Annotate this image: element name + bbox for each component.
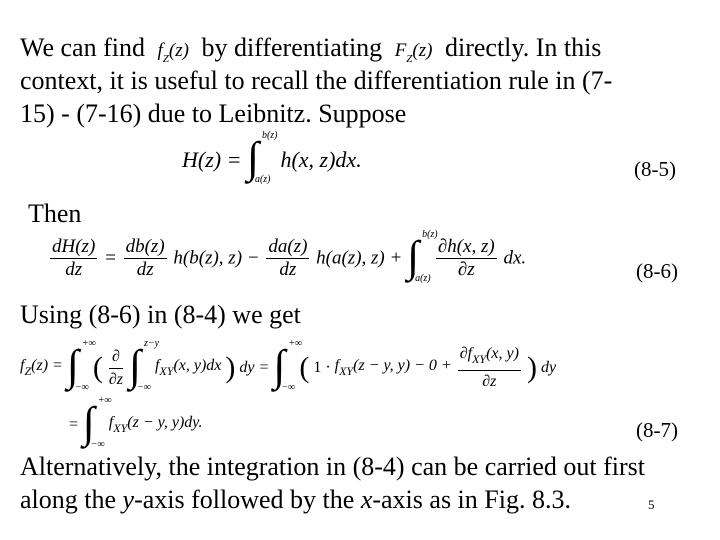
fraction-dH-dz: $\frac{dH(z)}{dz}$ bbox=[52, 236, 96, 280]
equation-8-6: $\frac{dH(z)}{dz}$ = $\frac{db(z)}{dz}$ h(b(z), z) − $\frac{da(z)}{dz}$ h(a(z), z) + ∫ b(z) a(z) $\frac{\partial h(x, z)}{\partial z}$ dx. bbox=[52, 228, 527, 284]
page-number: 5 bbox=[648, 497, 655, 512]
intro-text-a: We can find bbox=[20, 33, 145, 62]
integral-sign: ∫ +∞ −∞ bbox=[82, 395, 112, 450]
closing-line-2: along the y-axis followed by the x-axis as in Fig. 8.3. bbox=[20, 485, 571, 514]
fraction-da-dz: $\frac{da(z)}{dz}$ bbox=[268, 236, 308, 280]
equation-8-7-line-1: $f_Z(z)$ = ∫ +∞ −∞ ( $\frac{\partial}{\partial z}$ ∫ z−y −∞ $f_{XY}(x$, y)dx ) dy = ∫ +∞ −∞ ( $1 \cdot f_{XY}(z - y$, y) − 0 + $\frac{\partial f_{XY}(x, y)}{\partial z}$ ) dy bbox=[20, 338, 557, 393]
integral-sign: ∫ b(z) a(z) bbox=[407, 228, 438, 284]
intro-text-b: by differentiating bbox=[201, 33, 383, 62]
equation-tag-8-6: (8-6) bbox=[636, 259, 678, 283]
equation-8-5: H(z) = ∫ b(z) a(z) h(x, z)dx. bbox=[182, 130, 362, 185]
intro-text-c: directly. In this bbox=[444, 33, 602, 62]
intro-line-2: context, it is useful to recall the differentiation rule in (7- bbox=[20, 66, 613, 95]
equation-tag-8-5: (8-5) bbox=[634, 157, 676, 181]
Fz-inline-math: $F_Z(z)$ bbox=[394, 40, 433, 65]
integral-sign: ∫ +∞ −∞ bbox=[66, 338, 96, 393]
fraction-partial-fxy: $\frac{\partial f_{XY}(x, y)}{\partial z}$ bbox=[459, 345, 519, 390]
integral-sign: ∫ z−y −∞ bbox=[128, 338, 160, 393]
using-text: Using (8-6) in (8-4) we get bbox=[20, 300, 301, 329]
fraction-partial-h: $\frac{\partial h(x, z)}{\partial z}$ bbox=[437, 236, 495, 280]
intro-line-3: 15) - (7-16) due to Leibnitz. Suppose bbox=[20, 99, 407, 128]
fraction-partial-dz: $\frac{\partial}{\partial z}$ bbox=[108, 347, 123, 388]
then-label: Then bbox=[28, 199, 82, 228]
fz-inline-math: $f_Z(z)$ bbox=[157, 40, 189, 65]
equation-tag-8-7: (8-7) bbox=[636, 418, 678, 442]
closing-line-1: Alternatively, the integration in (8-4) can be carried out first bbox=[20, 452, 645, 481]
equation-8-7-line-2: = ∫ +∞ −∞ $f_{XY}(z - y$, y)dy. bbox=[68, 395, 203, 450]
fraction-db-dz: $\frac{db(z)}{dz}$ bbox=[125, 236, 165, 280]
integral-sign: ∫ +∞ −∞ bbox=[273, 338, 303, 393]
integral-sign: ∫ b(z) a(z) bbox=[246, 130, 278, 185]
